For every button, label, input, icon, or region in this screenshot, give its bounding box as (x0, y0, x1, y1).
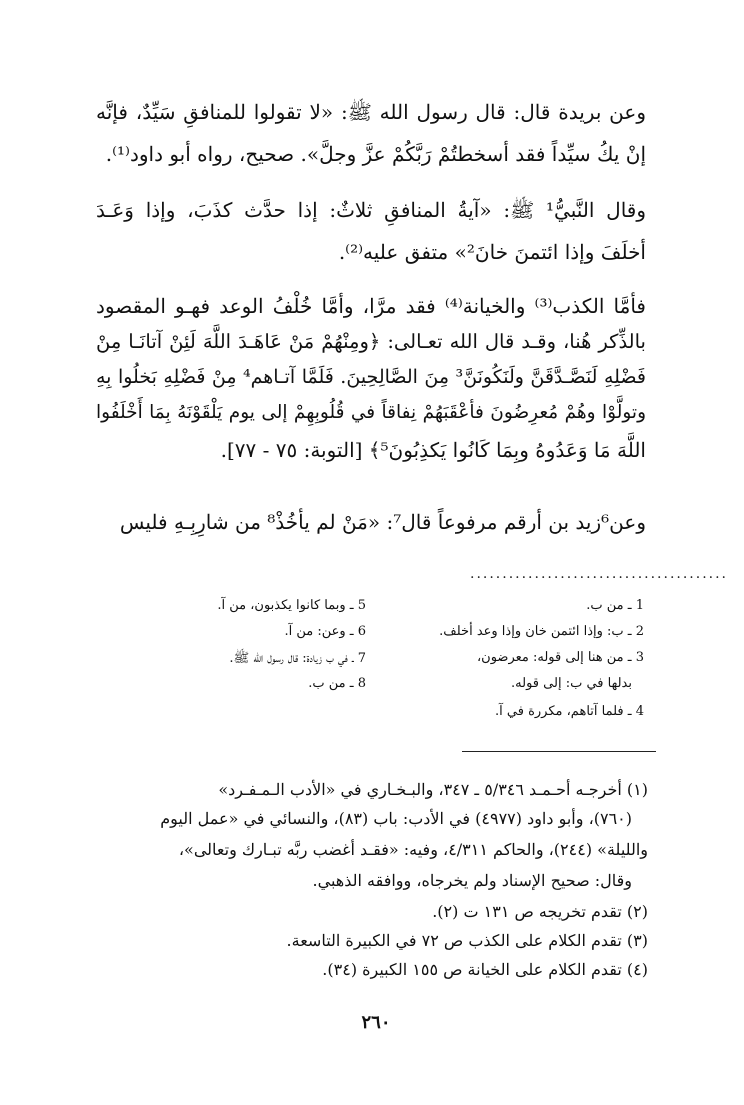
commentary-paragraph-quran (96, 296, 646, 466)
text-line: بالذِّكر هُنا، وقـد قال الله تعـالى: ﴿ومِنْهُمْ مَنْ عَاهَـدَ اللَّهَ لَئِنْ آتانَـا مِنْ (96, 330, 646, 353)
text-line: وعن بريدة قال: قال رسول الله ﷺ: «لا تقولوا للمنافقِ سَيِّدٌ، فإنَّه (96, 100, 646, 124)
footnote: (٣) تقدم الكلام على الكذب ص ٧٢ في الكبيرة التاسعة. (286, 931, 648, 950)
text-line: وتولَّوْا وهُمْ مُعرِضُونَ فأعْقَبَهُمْ نِفاقاً في قُلُوبِهِمْ إلى يوم يَلْقَوْنَهُ بِمَا أَخْلَفُوا (96, 402, 646, 423)
footnote: وقال: صحيح الإسناد ولم يخرجاه، ووافقه الذهبي. (312, 871, 632, 890)
variant-note: 7 ـ في ب زيادة: قال رسول الله ﷺ. (229, 651, 366, 666)
text-line: إنْ يكُ سيِّداً فقد أسخطتُمْ رَبَّكُمْ عزَّ وجلَّ». صحيح، رواه أبو داود⁽¹⁾. (105, 142, 646, 166)
hadith-paragraph-buraydah (96, 102, 646, 174)
text-line: اللَّهَ مَا وَعَدُوهُ وبِمَا كَانُوا يَكذِبُونَ⁵﴾ [التوبة: ٧٥ - ٧٧]. (220, 438, 646, 462)
text-line: وقال النَّبيُّ¹ ﷺ: «آيةُ المنافقِ ثلاثٌ: إذا حدَّث كذَبَ، وإذا وَعَـدَ (96, 198, 647, 222)
text-line: فأمَّا الكذب⁽³⁾ والخيانة⁽⁴⁾ فقد مرَّا، وأمَّا خُلْفُ الوعد فهـو المقصود (96, 294, 646, 318)
footnote-divider (462, 751, 656, 752)
page-number: ٢٦٠ (361, 1012, 391, 1033)
footnote: (٤) تقدم الكلام على الخيانة ص ١٥٥ الكبيرة (٣٤). (322, 960, 648, 979)
variant-note: 3 ـ من هنا إلى قوله: معرضون، (476, 650, 644, 665)
variant-note: 5 ـ وبما كانوا يكذبون، من آ. (217, 598, 366, 613)
footnote: (٢) تقدم تخريجه ص ١٣١ ت (٢). (432, 902, 648, 921)
hadith-paragraph-zayd (96, 512, 646, 542)
variant-note: بدلها في ب: إلى قوله. (511, 676, 632, 691)
text-line: فَضْلِهِ لَنَصَّـدَّقَنَّ ولَنَكُونَنَّ³ مِنَ الصَّالِحِينَ. فَلَمَّا آتـاهم⁴ مِنْ فَضْلِهِ بَخلُوا بِهِ (96, 366, 646, 388)
variants-separator: ........................................ (470, 566, 729, 582)
footnote: (٧٦٠)، وأبو داود (٤٩٧٧) في الأدب: باب (٨٣)، والنسائي في «عمل اليوم (160, 809, 632, 828)
hadith-paragraph-munafiq-signs (96, 200, 646, 272)
variant-note: 8 ـ من ب. (308, 676, 366, 691)
variant-note: 6 ـ وعن: من آ. (284, 624, 366, 639)
footnote: والليلة» (٢٤٤)، والحاكم ٤/٣١١، وفيه: «فقـد أغضب ربَّه تبـارك وتعالى»، (178, 840, 648, 859)
text-line: وعن⁶زيد بن أرقم مرفوعاً قال⁷: «مَنْ لم يأخُذْ⁸ من شارِبِـهِ فليس (119, 510, 646, 534)
variant-note: 1 ـ من ب. (586, 598, 644, 613)
footnote: (١) أخرجـه أحـمـد ٥/٣٤٦ ـ ٣٤٧، والبـخـاري في «الأدب الـمـفـرد» (218, 780, 648, 799)
variant-note: 2 ـ ب: وإذا ائتمن خان وإذا وعد أخلف. (439, 624, 644, 639)
text-line: أخلَفَ وإذا ائتمنَ خانَ²» متفق عليه⁽²⁾. (338, 240, 646, 264)
variant-note: 4 ـ فلما آتاهم، مكررة في آ. (495, 704, 644, 719)
